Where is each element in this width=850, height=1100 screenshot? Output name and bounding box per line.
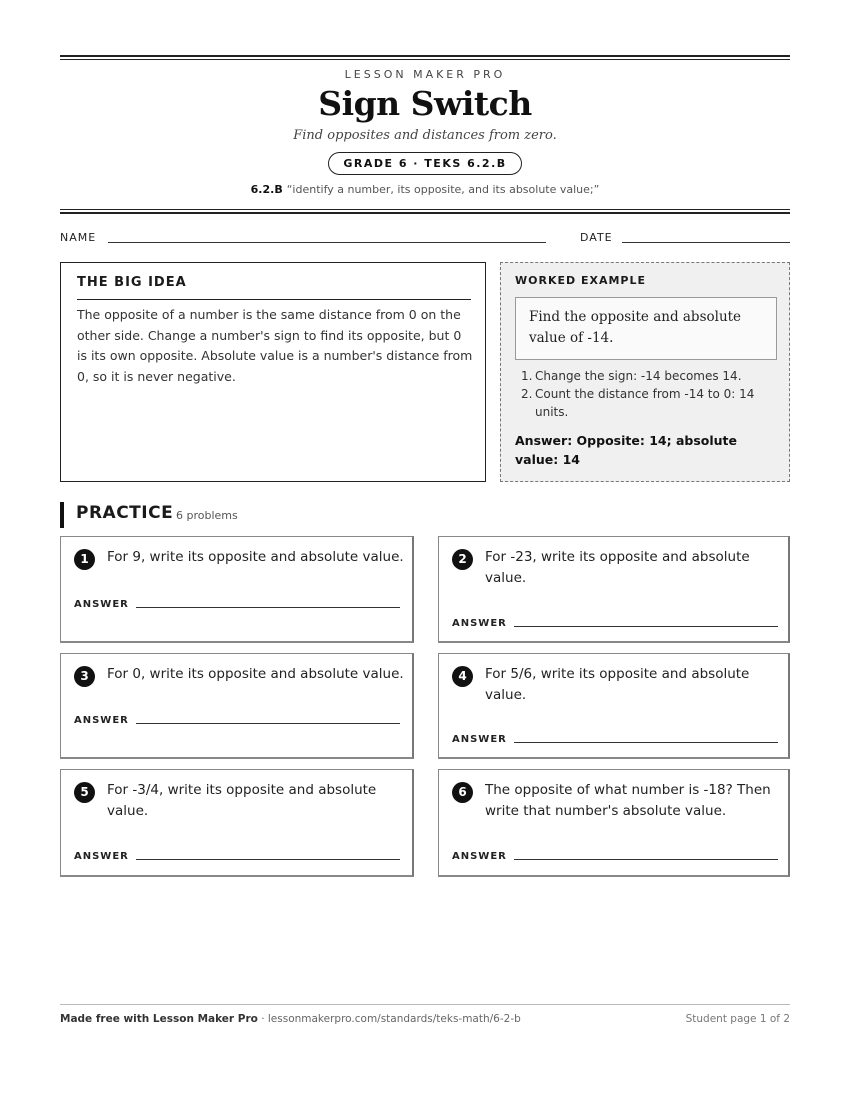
worked-example-problem: Find the opposite and absolute value of -14. (515, 297, 777, 360)
standard-line (60, 183, 790, 196)
standard-code: 6.2.B (250, 183, 283, 196)
answer-label: ANSWER (74, 599, 129, 610)
name-label: NAME (60, 231, 97, 244)
problem-card-2 (438, 536, 790, 643)
worked-step: 2. Count the distance from -14 to 0: 14 units. (521, 387, 755, 419)
answer-field[interactable] (514, 742, 778, 743)
answer-label: ANSWER (452, 618, 507, 629)
footer-credit (60, 1013, 521, 1025)
footer-page-number: Student page 1 of 2 (685, 1013, 790, 1025)
date-field[interactable] (622, 242, 790, 243)
answer-label: ANSWER (74, 851, 129, 862)
big-idea-body: The opposite of a number is the same distance from 0 on the other side. Change a number's sign to find its opposite, but 0 is its own opposite. Absolute value is a number's distance from 0, so it is never negative. (77, 307, 473, 384)
header-bottom-rule (60, 209, 790, 214)
problem-card-4 (438, 653, 790, 759)
answer-field[interactable] (136, 859, 400, 860)
footer-made-with: Made free with Lesson Maker Pro (60, 1013, 258, 1025)
problem-card-1 (60, 536, 414, 643)
name-field[interactable] (108, 242, 546, 243)
problem-text: For 5/6, write its opposite and absolute value. (485, 666, 750, 703)
page-footer (60, 1004, 790, 1025)
answer-field[interactable] (514, 859, 778, 860)
practice-heading: PRACTICE (76, 503, 174, 523)
footer-link[interactable]: · lessonmakerpro.com/standards/teks-math/6-2-b (257, 1013, 521, 1025)
answer-field[interactable] (514, 626, 778, 627)
answer-label: ANSWER (452, 734, 507, 745)
worked-step: 1. Change the sign: -14 becomes 14. (521, 369, 742, 383)
worked-example-box (500, 262, 790, 482)
practice-header (60, 502, 790, 528)
answer-label: ANSWER (452, 851, 507, 862)
problem-text: For 0, write its opposite and absolute value. (107, 666, 404, 682)
problem-number-badge: 1 (74, 549, 95, 570)
problem-text: For -23, write its opposite and absolute value. (485, 549, 750, 586)
brand-label: LESSON MAKER PRO (344, 68, 506, 81)
worksheet-page (60, 0, 790, 1100)
date-label: DATE (580, 231, 613, 244)
big-idea-heading: THE BIG IDEA (77, 275, 187, 290)
problem-text: For 9, write its opposite and absolute value. (107, 549, 404, 565)
answer-field[interactable] (136, 723, 400, 724)
grade-badge: GRADE 6 · TEKS 6.2.B (328, 152, 521, 175)
big-idea-box (60, 262, 486, 482)
problem-number-badge: 3 (74, 666, 95, 687)
problem-number-badge: 6 (452, 782, 473, 803)
problem-number-badge: 2 (452, 549, 473, 570)
answer-label: ANSWER (74, 715, 129, 726)
page-title: Sign Switch (318, 84, 532, 123)
problem-number-badge: 4 (452, 666, 473, 687)
top-rule (60, 55, 790, 60)
problem-card-3 (60, 653, 414, 759)
worked-example-answer: Answer: Opposite: 14; absolute value: 14 (515, 433, 737, 467)
worked-example-steps (521, 367, 777, 421)
worked-example-heading: WORKED EXAMPLE (515, 274, 646, 287)
page-subtitle: Find opposites and distances from zero. (293, 128, 557, 143)
problem-card-5 (60, 769, 414, 877)
standard-text: “identify a number, its opposite, and its absolute value;” (286, 183, 600, 196)
student-fields (60, 230, 790, 246)
problem-count: 6 problems (176, 509, 238, 522)
answer-field[interactable] (136, 607, 400, 608)
problem-card-6 (438, 769, 790, 877)
problem-number-badge: 5 (74, 782, 95, 803)
problem-text: For -3/4, write its opposite and absolute value. (107, 782, 377, 819)
problem-text: The opposite of what number is -18? Then write that number's absolute value. (485, 782, 771, 819)
